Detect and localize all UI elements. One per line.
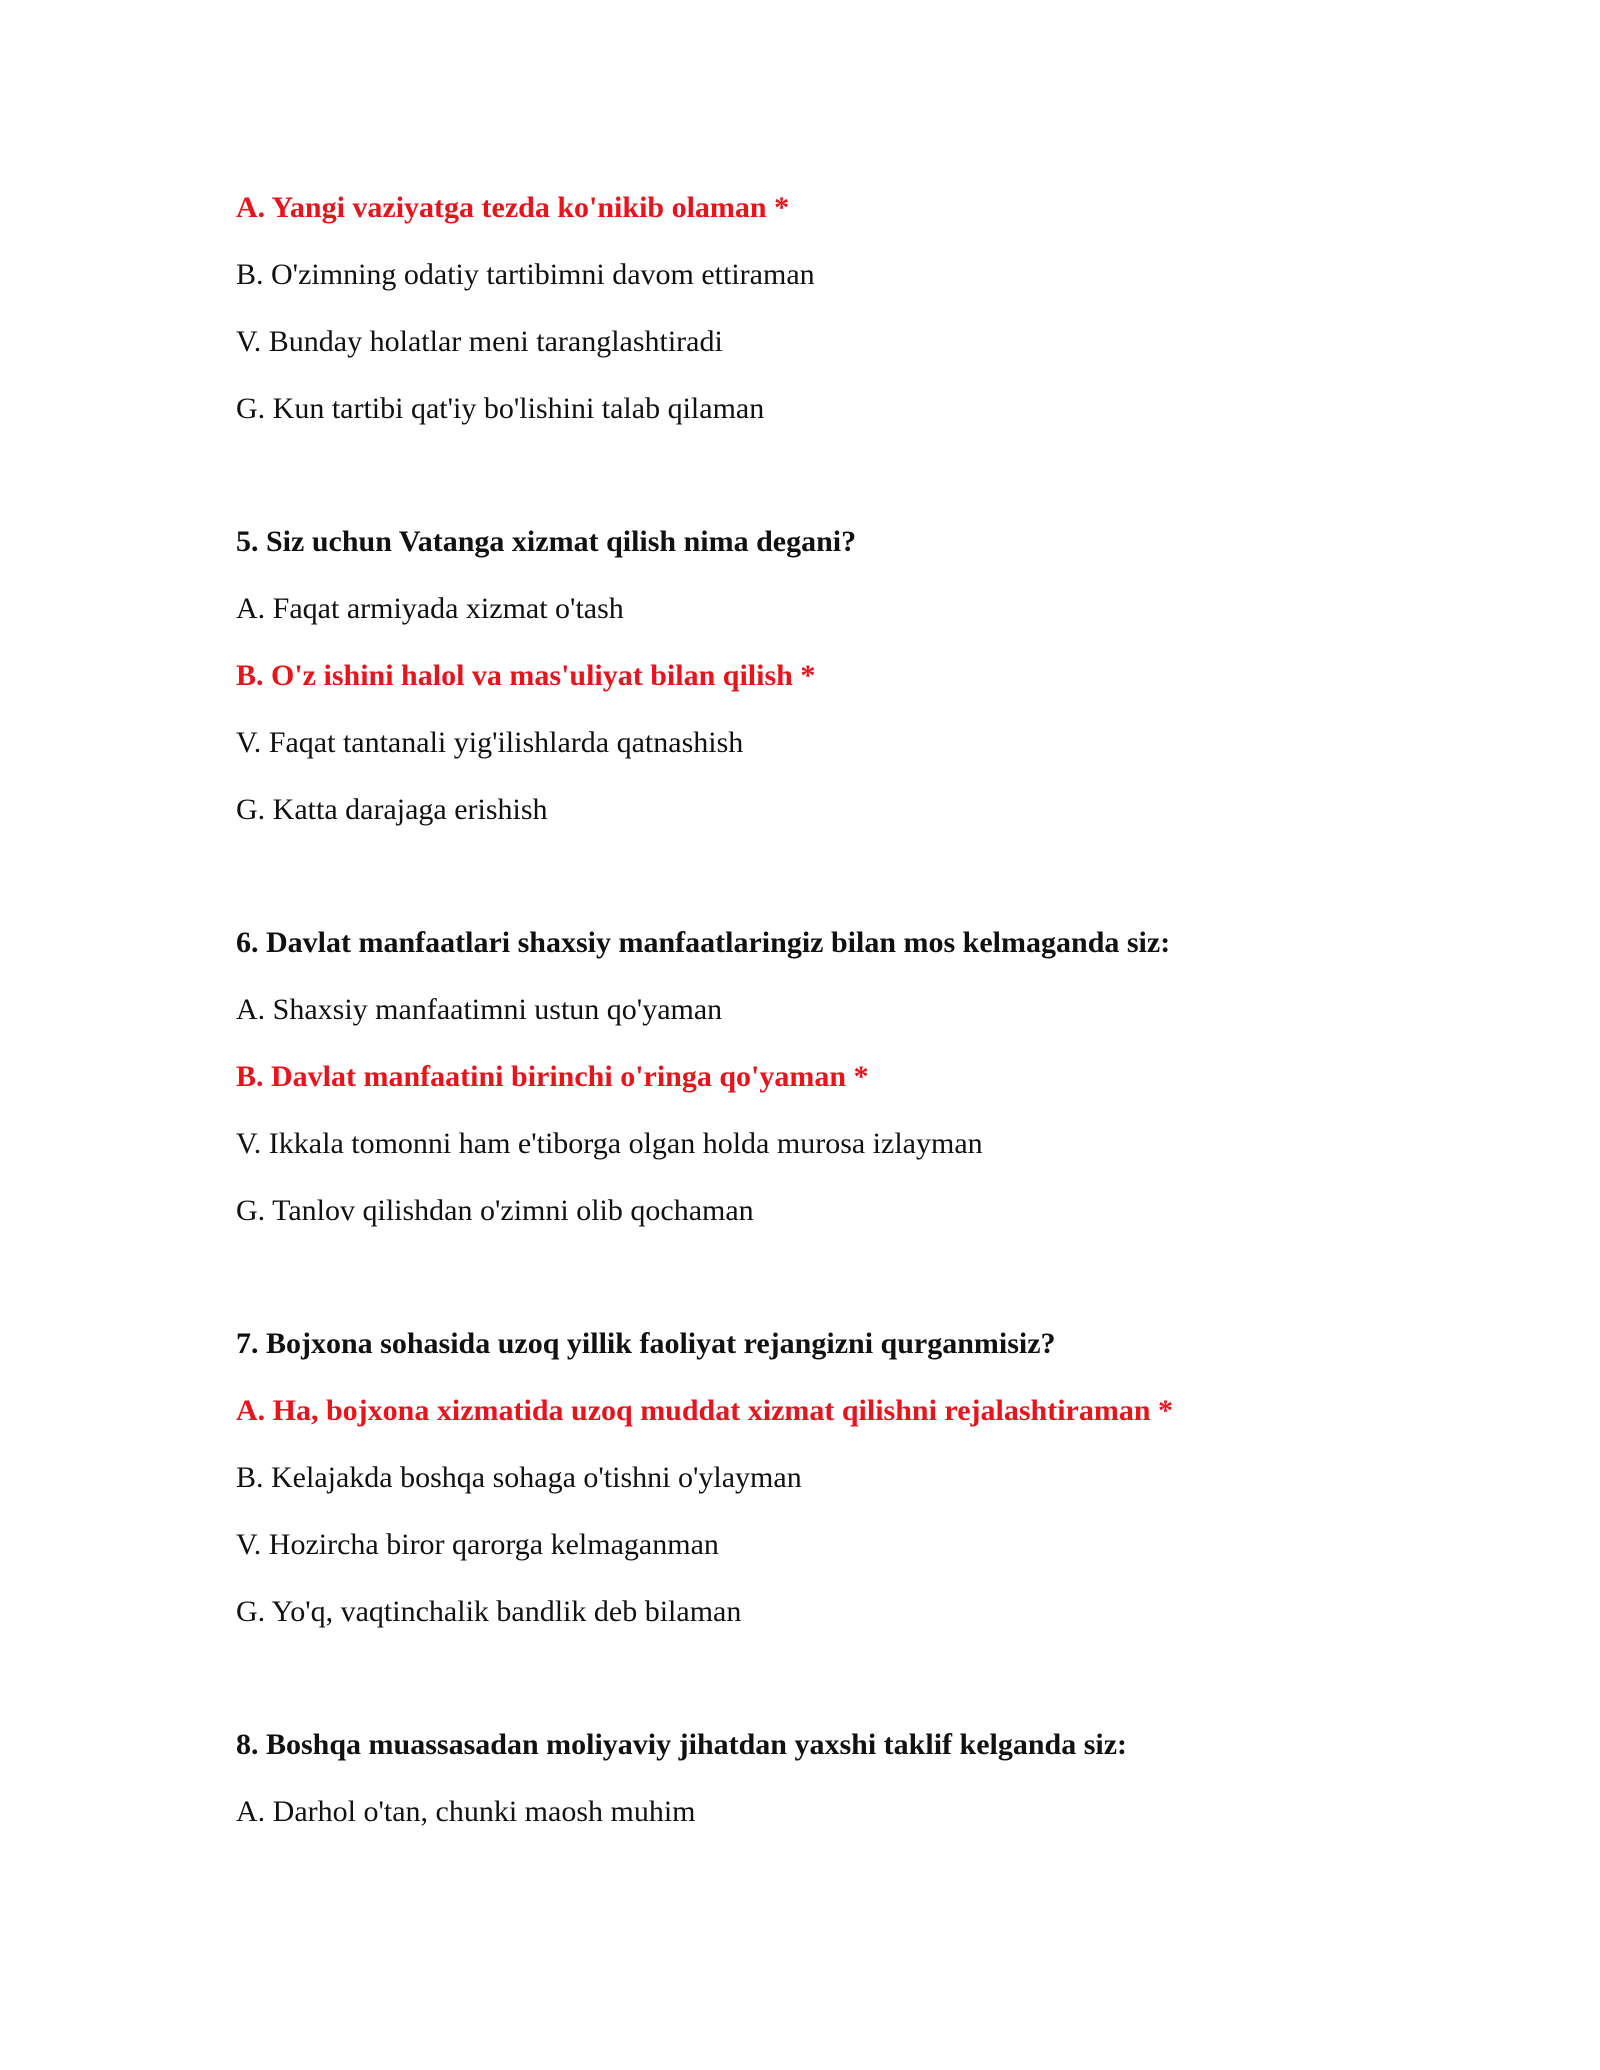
- q7-question: 7. Bojxona sohasida uzoq yillik faoliyat rejangizni qurganmisiz?: [236, 1327, 1056, 1360]
- q4-option-a-correct: A. Yangi vaziyatga tezda ko'nikib olaman *: [236, 191, 790, 224]
- q5-option-g: G. Katta darajaga erishish: [236, 793, 548, 826]
- q4-option-b: B. O'zimning odatiy tartibimni davom ettiraman: [236, 258, 815, 291]
- q8-option-a: A. Darhol o'tan, chunki maosh muhim: [236, 1795, 696, 1828]
- q7-option-v: V. Hozircha biror qarorga kelmaganman: [236, 1528, 719, 1561]
- q5-option-a: A. Faqat armiyada xizmat o'tash: [236, 592, 624, 625]
- q4-option-g: G. Kun tartibi qat'iy bo'lishini talab qilaman: [236, 392, 765, 425]
- q6-option-b-correct: B. Davlat manfaatini birinchi o'ringa qo'yaman *: [236, 1060, 869, 1093]
- q7-option-b: B. Kelajakda boshqa sohaga o'tishni o'ylayman: [236, 1461, 802, 1494]
- q6-option-a: A. Shaxsiy manfaatimni ustun qo'yaman: [236, 993, 723, 1026]
- q7-option-a-correct: A. Ha, bojxona xizmatida uzoq muddat xizmat qilishni rejalashtiraman *: [236, 1394, 1174, 1427]
- q7-option-g: G. Yo'q, vaqtinchalik bandlik deb bilaman: [236, 1595, 742, 1628]
- q6-option-g: G. Tanlov qilishdan o'zimni olib qochaman: [236, 1194, 754, 1227]
- q5-question: 5. Siz uchun Vatanga xizmat qilish nima degani?: [236, 525, 857, 558]
- q5-option-b-correct: B. O'z ishini halol va mas'uliyat bilan qilish *: [236, 659, 816, 692]
- q6-option-v: V. Ikkala tomonni ham e'tiborga olgan holda murosa izlayman: [236, 1127, 983, 1160]
- q4-option-v: V. Bunday holatlar meni taranglashtiradi: [236, 325, 723, 358]
- q8-question: 8. Boshqa muassasadan moliyaviy jihatdan yaxshi taklif kelganda siz:: [236, 1728, 1128, 1761]
- q5-option-v: V. Faqat tantanali yig'ilishlarda qatnashish: [236, 726, 744, 759]
- q6-question: 6. Davlat manfaatlari shaxsiy manfaatlaringiz bilan mos kelmaganda siz:: [236, 926, 1171, 959]
